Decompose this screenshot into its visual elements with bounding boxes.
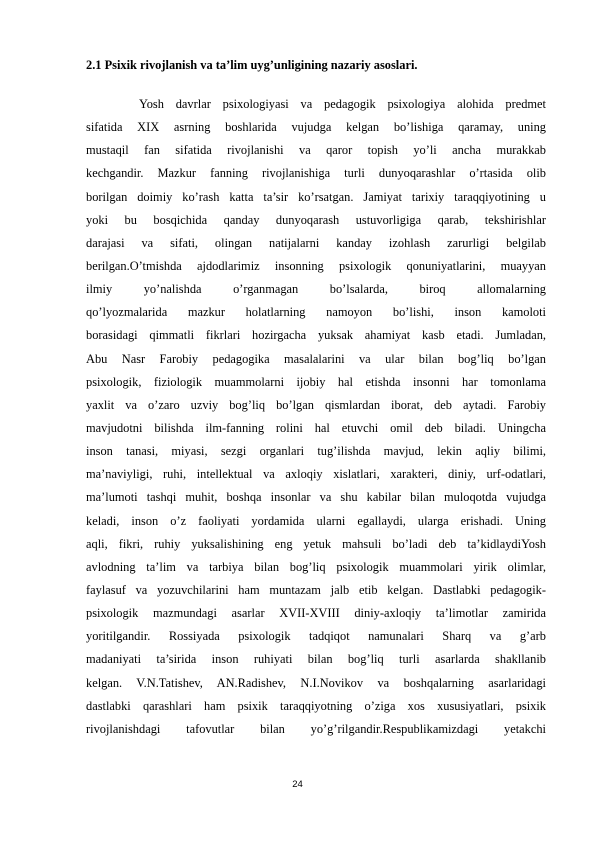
- section-heading: 2.1 Psixik rivojlanish va ta’lim uyg’unligining nazariy asoslari.: [86, 58, 418, 72]
- text-line: keladi, inson o’z faoliyati yordamida ularni egallaydi, ularga erishadi. Uning: [86, 513, 546, 528]
- text-line: mustaqil fan sifatida rivojlanishi va qaror topish yo’li ancha murakkab: [86, 143, 546, 158]
- text-line: kechgandir. Mazkur fanning rivojlanishiga turli dunyoqarashlar o’rtasida olib: [86, 166, 546, 181]
- text-line: darajasi va sifati, olingan natijalarni kanday izohlash zarurligi belgilab: [86, 235, 546, 250]
- text-line: yoritilgandir. Rossiyada psixologik tadqiqot namunalari Sharq va g’arb: [86, 629, 546, 644]
- text-line: yoki bu bosqichida qanday dunyoqarash ustuvorligiga qarab, tekshirishlar: [86, 212, 546, 227]
- text-line: faylasuf va yozuvchilarini ham muntazam jalb etib kelgan. Dastlabki pedagogik-: [86, 582, 546, 597]
- text-line: avlodning ta’lim va tarbiya bilan bog’liq psixologik muammolari yirik olimlar,: [86, 559, 546, 574]
- text-line: dastlabki qarashlari ham psixik taraqqiyotning o’ziga xos xususiyatlari, psixik: [86, 698, 546, 713]
- text-line: Yosh davrlar psixologiyasi va pedagogik psixologiya alohida predmet: [139, 97, 546, 111]
- body-paragraph: [86, 93, 546, 741]
- text-line: aqli, fikri, ruhiy yuksalishining eng yetuk mahsuli bo’ladi deb ta’kidlaydiYosh: [86, 536, 546, 551]
- text-line: borilgan doimiy ko’rash katta ta’sir ko’rsatgan. Jamiyat tarixiy taraqqiyotining u: [86, 189, 546, 204]
- text-line: sifatida XIX asrning boshlarida vujudga kelgan bo’lishiga qaramay, uning: [86, 120, 546, 135]
- text-line: borasidagi qimmatli fikrlari hozirgacha yuksak ahamiyat kasb etadi. Jumladan,: [86, 328, 546, 343]
- text-line: ma’naviyligi, ruhi, intellektual va axloqiy xislatlari, xarakteri, diniy, urf-odatlari,: [86, 467, 546, 482]
- text-line: psixologik, fiziologik muammolarni ijobiy hal etishda insonni har tomonlama: [86, 374, 546, 389]
- text-line: qo’lyozmalarida mazkur holatlarning namoyon bo’lishi, inson kamoloti: [86, 305, 546, 320]
- text-line: ilmiy yo’nalishda o’rganmagan bo’lsalarda, biroq allomalarning: [86, 282, 546, 297]
- page-number: 24: [292, 779, 303, 790]
- text-line: kelgan. V.N.Tatishev, AN.Radishev, N.I.Novikov va boshqalarning asarlaridagi: [86, 675, 546, 690]
- text-line: madaniyati ta’sirida inson ruhiyati bilan bog’liq turli asarlarda shakllanib: [86, 652, 546, 667]
- text-line: Abu Nasr Farobiy pedagogika masalalarini va ular bilan bog’liq bo’lgan: [86, 351, 546, 366]
- text-line: mavjudotni bilishda ilm-fanning rolini hal etuvchi omil deb biladi. Uningcha: [86, 420, 546, 435]
- text-line: inson tanasi, miyasi, sezgi organlari tug’ilishda mavjud, lekin aqliy bilimi,: [86, 444, 546, 459]
- text-line: berilgan.O’tmishda ajdodlarimiz insonning psixologik qonuniyatlarini, muayyan: [86, 258, 546, 273]
- text-line: yaxlit va o’zaro uzviy bog’liq bo’lgan qismlardan iborat, deb aytadi. Farobiy: [86, 397, 546, 412]
- text-line: ma’lumoti tashqi muhit, boshqa insonlar va shu kabilar bilan muloqotda vujudga: [86, 490, 546, 505]
- text-line: rivojlanishdagi tafovutlar bilan yo’g’rilgandir.Respublikamizdagi yetakchi: [86, 721, 546, 736]
- text-line: psixologik mazmundagi asarlar XVII-XVIII diniy-axloqiy ta’limotlar zamirida: [86, 606, 546, 621]
